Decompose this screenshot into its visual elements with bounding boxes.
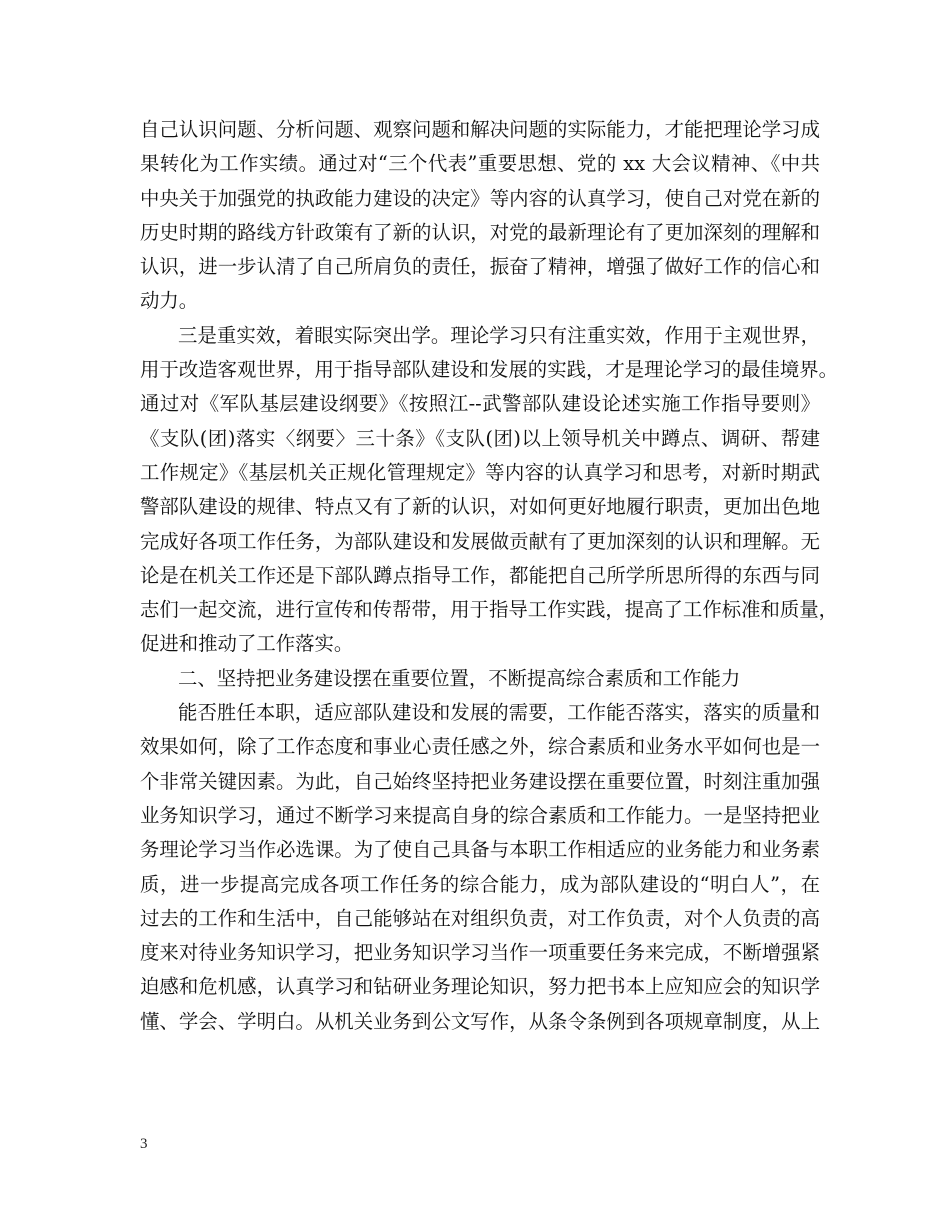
text-line: 警部队建设的规律、特点又有了新的认识，对如何更好地履行职责，更加出色地 — [140, 495, 820, 519]
text-line: 业务知识学习，通过不断学习来提高自身的综合素质和工作能力。一是坚持把业 — [140, 803, 820, 827]
text-line: 个非常关键因素。为此，自己始终坚持把业务建设摆在重要位置，时刻注重加强 — [140, 769, 820, 793]
text-line: 历史时期的路线方针政策有了新的认识，对党的最新理论有了更加深刻的理解和 — [140, 220, 820, 244]
paragraph-start-line: 能否胜任本职，适应部队建设和发展的需要，工作能否落实，落实的质量和 — [178, 701, 820, 725]
section-heading: 二、坚持把业务建设摆在重要位置，不断提高综合素质和工作能力 — [178, 666, 741, 690]
text-line: 质，进一步提高完成各项工作任务的综合能力，成为部队建设的“明白人”，在 — [140, 872, 820, 896]
text-line: 工作规定》《基层机关正规化管理规定》等内容的认真学习和思考，对新时期武 — [140, 460, 820, 484]
text-line: 中央关于加强党的执政能力建设的决定》等内容的认真学习，使自己对党在新的 — [140, 186, 820, 210]
text-line: 效果如何，除了工作态度和事业心责任感之外，综合素质和业务水平如何也是一 — [140, 735, 820, 759]
text-line: 认识，进一步认清了自己所肩负的责任，振奋了精神，增强了做好工作的信心和 — [140, 255, 820, 279]
paragraph-start-line: 三是重实效，着眼实际突出学。理论学习只有注重实效，作用于主观世界， — [178, 323, 820, 347]
body-text — [140, 113, 839, 1039]
text-line: 动力。 — [140, 289, 199, 313]
text-line: 果转化为工作实绩。通过对“三个代表”重要思想、党的 xx 大会议精神、《中共 — [140, 152, 820, 176]
text-line: 用于改造客观世界，用于指导部队建设和发展的实践，才是理论学习的最佳境界。 — [140, 358, 839, 382]
text-line: 志们一起交流，进行宣传和传帮带，用于指导工作实践，提高了工作标准和质量， — [140, 598, 839, 622]
text-line: 度来对待业务知识学习，把业务知识学习当作一项重要任务来完成，不断增强紧 — [140, 941, 820, 965]
text-line: 过去的工作和生活中，自己能够站在对组织负责，对工作负责，对个人负责的高 — [140, 906, 820, 930]
text-line: 迫感和危机感，认真学习和钻研业务理论知识，努力把书本上应知应会的知识学 — [140, 975, 820, 999]
text-line: 促进和推动了工作落实。 — [140, 632, 354, 656]
text-line: 完成好各项工作任务，为部队建设和发展做贡献有了更加深刻的认识和理解。无 — [140, 529, 820, 553]
text-line: 自己认识问题、分析问题、观察问题和解决问题的实际能力，才能把理论学习成 — [140, 118, 820, 141]
text-line: 论是在机关工作还是下部队蹲点指导工作，都能把自己所学所思所得的东西与同 — [140, 563, 820, 587]
text-line: 务理论学习当作必选课。为了使自己具备与本职工作相适应的业务能力和业务素 — [140, 838, 820, 862]
text-line: 《支队(团)落实〈纲要〉三十条》《支队(团)以上领导机关中蹲点、调研、帮建 — [140, 426, 820, 450]
text-line: 懂、学会、学明白。从机关业务到公文写作，从条令条例到各项规章制度，从上 — [140, 1009, 820, 1033]
page-number: 3 — [140, 1136, 148, 1152]
text-line: 通过对《军队基层建设纲要》《按照江--武警部队建设论述实施工作指导要则》 — [140, 392, 820, 416]
